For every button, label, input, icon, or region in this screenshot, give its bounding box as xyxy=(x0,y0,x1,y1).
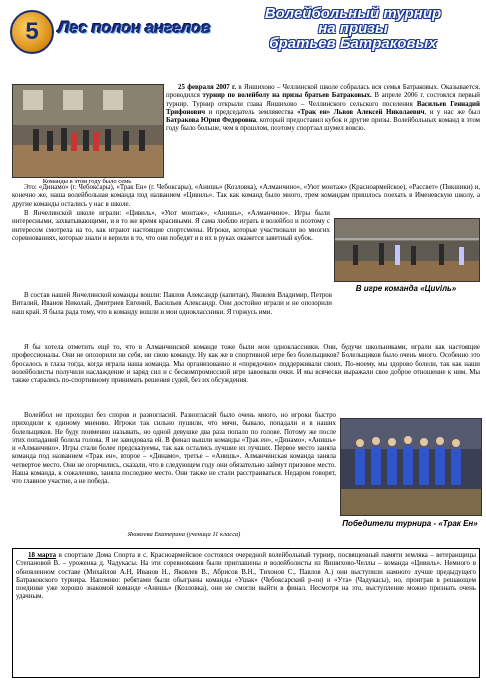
intro-bold-3: «Трак ен» Львов Алексей Николаевич xyxy=(297,108,425,116)
school-games-paragraph xyxy=(12,210,330,243)
article-intro xyxy=(166,84,480,134)
photo-civil-team-playing xyxy=(334,218,480,282)
news-date: 18 марта xyxy=(28,552,57,559)
intro-bold-4: Батракова Юрия Федоровна xyxy=(166,117,257,125)
intro-text-5: , который предоставил кубок и другие призы. Волейбольных команд в этом году было больше, чем в прошлом, поэтому спортзал шумел вовсю. xyxy=(166,117,480,133)
issue-badge xyxy=(10,10,54,54)
final-text: Волейбол не проходил без споров и разногласий. Разногласий было очень много, но игроки быстро приходили к единому мнению. Игроки так сильно пушили, что мячи, бывало, попадали и в наших болельщиков. Не буду поименно называть, но одной девушке два раза попало по голове. Потому же после этих попаданий болела голова. Я не завидовала ей. В финал вышли команды «Трак ен», «Динамо», «Анишь» и «Алманчино». Игры стали более предсказуемы, так как остались лучшие из лучших. Первое место заняла команда под названием «Трак ен», второе – «Динамо», третье – «Анишь». Алманчинская команда заняла четвертое место. Они не огорчились, сказали, что в следующем году они обязательно займут призовое место. Наша команда, к сожалению, заняла последнее место. Они также не стали расстраиваться. Недаром говорят, что главное участие, а не победа. xyxy=(12,412,336,486)
newspaper-page xyxy=(4,4,482,684)
intro-bold-2: Васильев Геннадий Трифонович xyxy=(166,100,481,116)
intro-text-3: и председатель земляяества xyxy=(205,108,298,116)
news-text: в спортзале Дома Спорта в с. Красноармейское состоялся очередной волейбольный турнир, посвященный памяти земляка – ветеранщицы Степановой В. – уроженка д. Чадукасы. На эти соревнования были приглашены и волейболисты из Яншихово-Челлы – команда «Цивиль». Немного в обновленном составе (Михайлов А.Н, Иванов Н., Яковлев В., Абрисов В.Н., Тихонов С., Павлов А.) они выступили намного лучше предыдущего Батраковского турнира. Напомню: ребятами были обыграны команды «Ушак» (Чебоксарский р-он) и «Ута» (Чадукасы), но, проиграв в решающем поединке уже хорошо знакомой команде «Анишь» (Козловка), они не смогли выйти в финал. Несмотря на это, выступление можно признать очень удачным. xyxy=(16,552,476,601)
intro-text-4: , и у нас же был xyxy=(424,108,481,116)
photo-winners xyxy=(340,418,482,516)
team-roster-text: В состав нашей Янчелинской команды вошли: Павлов Александр (капитан), Яковлев Владимир, Петров Виталий, Иванов Николай, Дмитриев Евгений, Васильев Александр. Они достойно играли и не опозорили наш край. Я была рада тому, что в команду вошли и мои одноклассники. Я горжусь ими. xyxy=(12,292,332,316)
photo-caption-3: Победители турнира - «Трак Ен» xyxy=(342,519,478,528)
issue-number: 5 xyxy=(25,18,39,45)
intro-bold-1: турнир по волейболу на призы братьев Батраковых. xyxy=(202,92,372,100)
headline-line-2: на призы xyxy=(318,20,388,37)
teams-paragraph xyxy=(12,184,480,209)
intro-text-1: в Яншихово – Челлинской школе собралась вся семья Батраковых. Оказывается, проводился xyxy=(166,84,480,100)
news-box-text xyxy=(16,552,476,602)
brand-title: Лес полон ангелов xyxy=(58,18,211,37)
photo-gym-teams xyxy=(12,84,164,178)
teams-text: Это: «Динамо» (г. Чебоксары), «Трак Ен» (г. Чебоксары), «Анишь» (Козловка), «Алманчино», «Уют монтаж» (Красноармейское), «Рассвет» (Пикшики) и, конечно же, наша волейбольная команда под названием «Цивиль». Так как команд было много, трем командам пришлось поехать в Именевскую школу, а другие команды остались у нас в школе. xyxy=(12,184,480,208)
photo-caption-2: В игре команда «Циviль» xyxy=(355,284,457,293)
team-roster-paragraph xyxy=(12,292,332,317)
final-paragraph xyxy=(12,412,336,487)
headline-line-3: братьев Батраковых xyxy=(269,35,437,52)
headline-line-1: Волейбольный турнир xyxy=(264,5,442,22)
headline xyxy=(224,6,482,51)
intro-text-2: В апреле 2006 г. состоялся первый турнир. Турнир открыли глава Яншихово – Челлинского сельского поселения xyxy=(166,92,480,108)
photo-caption-1: Команды в этом году было семь xyxy=(42,178,132,185)
fans-text: Я бы хотела отметить ещё то, что в Алманчинской команде тоже были мои одноклассники. Они, будучи школьниками, играли как настоящие профессионалы. Они не опозорили ни себя, ни свою команду. Ну как же в спортивной игре без болельщиков? Болельщиков было очень много. Особенно это бросалось в глаза тогда, когда играла наша команда. Мы организованно и «порядочно» поддерживали своих. По-моему, мы здорово болели, так как наши волейболисты получили наслаждение и заряд сил и с бескомпромиссной игре завоевали очки. И мы всячески выражали свое доброе отношение к ним. Мы также старались по-спортивному принимать решения судей, без их обсуждения. xyxy=(12,344,480,385)
author-signature: Яковлева Екатерина (ученица 11 класса) xyxy=(127,531,241,538)
school-games-text: В Янчелинской школе играли: «Цивиль», «Уют монтаж», «Анишь», «Алманчино». Игры были интересными, захватывающими, и в то же время красивыми. Я сама люблю играть в волейбол и поэтому с интересом смотрела на то, как играют настоящие спортсмены. Игроки, которые участвовали во многих соревнованиях, которые знали и верили в то, что они победят и в их в руках окажется заветный кубок. xyxy=(12,210,330,242)
fans-paragraph xyxy=(12,344,480,385)
article-date: 25 февраля 2007 г. xyxy=(178,84,237,91)
